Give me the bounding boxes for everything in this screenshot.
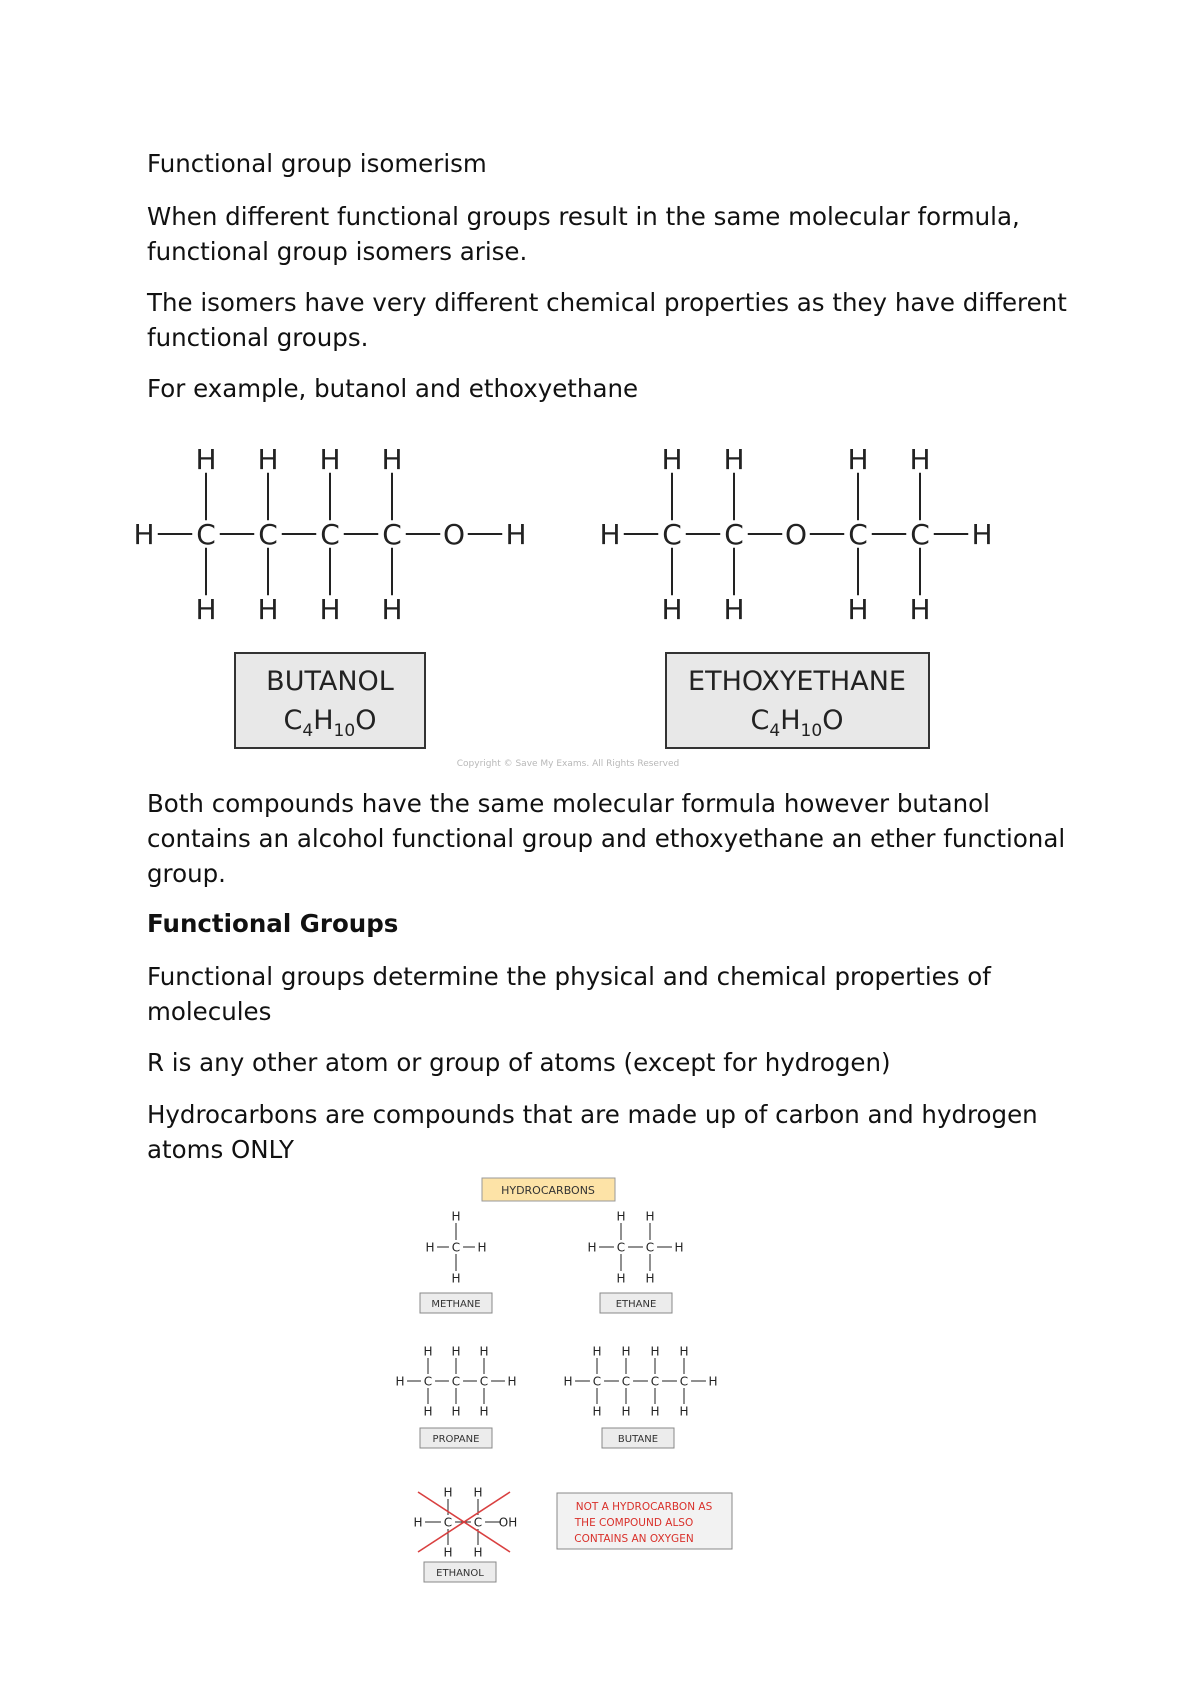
atom-label: H [451, 1404, 461, 1419]
atom-label: H [847, 593, 869, 627]
atom-label: H [616, 1271, 626, 1286]
section-title: Functional Groups [147, 909, 399, 938]
atom-label: C [910, 518, 930, 552]
atom-label: H [592, 1404, 602, 1419]
svg-text:THE COMPOUND ALSO: THE COMPOUND ALSO [574, 1517, 694, 1529]
svg-text:BUTANE: BUTANE [617, 1434, 659, 1445]
paragraph-comparison: Both compounds have the same molecular formula however butanol contains an alcohol functional group and ethoxyethane an ether functional group. [147, 789, 1066, 888]
atom-label: H [505, 518, 527, 552]
ethoxyethane-formula: $C_4H_{10}O$ [750, 705, 844, 741]
ethoxyethane-structure [599, 443, 992, 626]
svg-text:PROPANE: PROPANE [432, 1434, 480, 1445]
atom-label: C [616, 1240, 626, 1255]
ethanol-label [424, 1562, 496, 1582]
atom-label: C [473, 1515, 483, 1530]
atom-label: H [645, 1271, 655, 1286]
atom-label: H [645, 1209, 655, 1224]
atom-label: C [645, 1240, 655, 1255]
paragraph-r-definition: R is any other atom or group of atoms (except for hydrogen) [147, 1048, 891, 1077]
atom-label: H [909, 443, 931, 477]
atom-label: C [479, 1374, 489, 1389]
paragraph-hydrocarbons: Hydrocarbons are compounds that are made up of carbon and hydrogen atoms ONLY [147, 1100, 1038, 1164]
svg-text:ETHANOL: ETHANOL [436, 1568, 484, 1579]
atom-label: H [616, 1209, 626, 1224]
atom-label: C [451, 1374, 461, 1389]
methane-structure [425, 1209, 486, 1285]
atom-label: H [661, 443, 683, 477]
atom-label: H [381, 443, 403, 477]
atom-label: H [679, 1404, 689, 1419]
atom-label: H [723, 443, 745, 477]
paragraph-properties: The isomers have very different chemical properties as they have different functional groups. [147, 288, 1067, 352]
atom-label: C [258, 518, 278, 552]
atom-label: H [195, 593, 217, 627]
atom-label: C [196, 518, 216, 552]
atom-label: H [507, 1374, 517, 1389]
atom-label: C [592, 1374, 602, 1389]
ethane-label [600, 1293, 672, 1313]
atom-label: H [413, 1515, 423, 1530]
atom-label: H [708, 1374, 718, 1389]
paragraph-definition: When different functional groups result in the same molecular formula, functional group isomers arise. [147, 202, 1020, 266]
propane-label [420, 1428, 492, 1448]
svg-text:CONTAINS AN OXYGEN: CONTAINS AN OXYGEN [574, 1533, 694, 1545]
not-hydrocarbon-note [557, 1493, 732, 1549]
paragraph-example: For example, butanol and ethoxyethane [147, 374, 639, 403]
atom-label: H [257, 593, 279, 627]
atom-label: O [784, 518, 808, 552]
atom-label: C [679, 1374, 689, 1389]
atom-label: H [621, 1344, 631, 1359]
atom-label: C [724, 518, 744, 552]
atom-label: C [650, 1374, 660, 1389]
atom-label: H [425, 1240, 435, 1255]
atom-label: C [443, 1515, 453, 1530]
atom-label: H [479, 1404, 489, 1419]
atom-label: H [599, 518, 621, 552]
atom-label: H [319, 593, 341, 627]
atom-label: H [723, 593, 745, 627]
atom-label: H [473, 1485, 483, 1500]
atom-label: H [621, 1404, 631, 1419]
propane-structure [395, 1344, 516, 1418]
butanol-formula: $C_4H_{10}O$ [283, 705, 377, 741]
atom-label: C [621, 1374, 631, 1389]
atom-label: H [451, 1209, 461, 1224]
ethoxyethane-name: ETHOXYETHANE [688, 666, 906, 697]
atom-label: H [395, 1374, 405, 1389]
atom-label: H [650, 1404, 660, 1419]
atom-label: H [909, 593, 931, 627]
atom-label: C [320, 518, 340, 552]
atom-label: C [662, 518, 682, 552]
atom-label: OH [498, 1515, 518, 1530]
atom-label: H [592, 1344, 602, 1359]
atom-label: C [451, 1240, 461, 1255]
atom-label: H [423, 1344, 433, 1359]
butanol-label-box [235, 653, 425, 748]
atom-label: H [661, 593, 683, 627]
atom-label: H [451, 1271, 461, 1286]
atom-label: H [473, 1545, 483, 1560]
atom-label: H [381, 593, 403, 627]
svg-text:NOT A HYDROCARBON AS: NOT A HYDROCARBON AS [575, 1501, 713, 1513]
ethane-structure [587, 1209, 683, 1285]
isomer-figure [0, 420, 1200, 770]
atom-label: H [195, 443, 217, 477]
atom-label: H [443, 1485, 453, 1500]
atom-label: H [451, 1344, 461, 1359]
atom-label: H [847, 443, 869, 477]
butanol-structure [133, 443, 526, 626]
hydrocarbons-figure [0, 1170, 1200, 1610]
copyright-text: Copyright © Save My Exams. All Rights Reserved [456, 759, 680, 769]
paragraph-functional-groups: Functional groups determine the physical and chemical properties of molecules [147, 962, 991, 1026]
atom-label: C [423, 1374, 433, 1389]
atom-label: H [971, 518, 993, 552]
butane-structure [563, 1344, 717, 1418]
atom-label: H [479, 1344, 489, 1359]
atom-label: O [442, 518, 466, 552]
atom-label: H [423, 1404, 433, 1419]
atom-label: H [257, 443, 279, 477]
butane-label [602, 1428, 674, 1448]
atom-label: H [587, 1240, 597, 1255]
atom-label: H [133, 518, 155, 552]
hydrocarbons-header [482, 1178, 615, 1201]
svg-text:ETHANE: ETHANE [615, 1299, 657, 1310]
svg-text:HYDROCARBONS: HYDROCARBONS [501, 1184, 595, 1197]
svg-text:METHANE: METHANE [431, 1299, 481, 1310]
atom-label: H [650, 1344, 660, 1359]
atom-label: C [848, 518, 868, 552]
methane-label [420, 1293, 492, 1313]
butanol-name: BUTANOL [266, 666, 394, 697]
atom-label: H [319, 443, 341, 477]
atom-label: H [563, 1374, 573, 1389]
atom-label: C [382, 518, 402, 552]
page-title: Functional group isomerism [147, 149, 487, 178]
atom-label: H [679, 1344, 689, 1359]
atom-label: H [477, 1240, 487, 1255]
ethoxyethane-label-box [666, 653, 929, 748]
atom-label: H [443, 1545, 453, 1560]
atom-label: H [674, 1240, 684, 1255]
